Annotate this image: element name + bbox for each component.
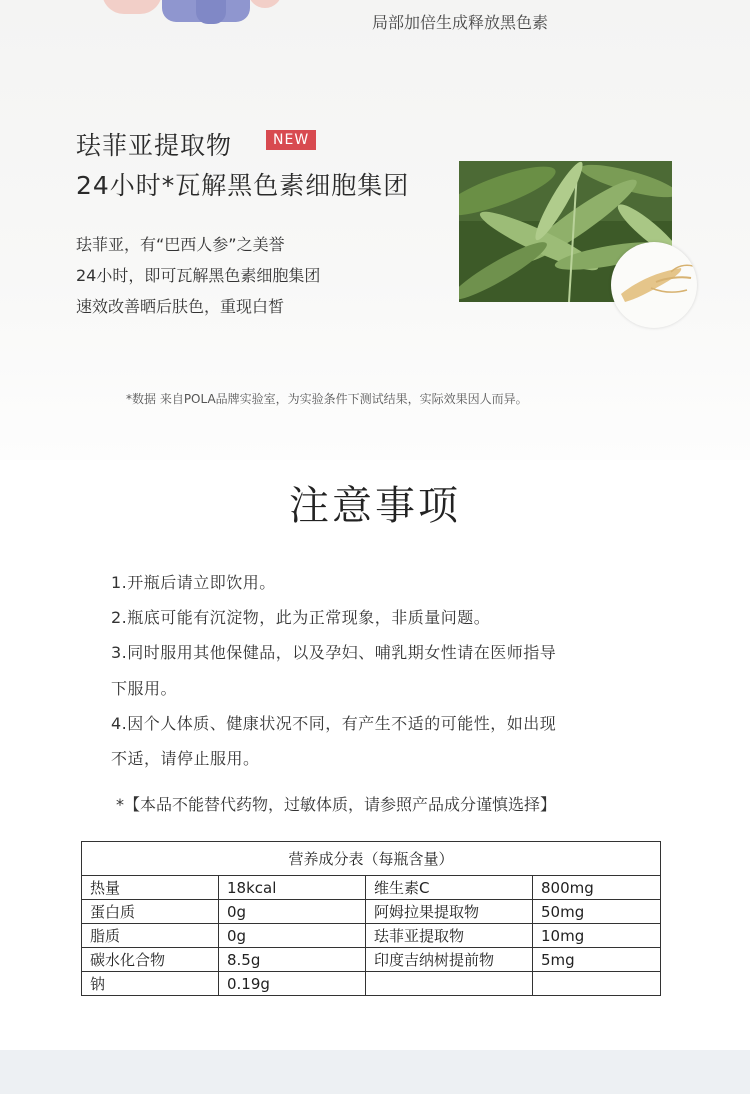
allergy-warning: *【本品不能替代药物，过敏体质，请参照产品成分谨慎选择】	[116, 795, 557, 814]
nutrient-name: 蛋白质	[82, 900, 219, 924]
top-caption: 局部加倍生成释放黑色素	[372, 13, 549, 32]
feature-line: 珐菲亚，有“巴西人参”之美誉	[76, 235, 285, 254]
new-badge: NEW	[266, 130, 316, 150]
data-source-footnote: *数据 来自POLA品牌实验室，为实验条件下测试结果，实际效果因人而异。	[126, 392, 528, 406]
empty-cell	[533, 972, 661, 996]
nutrient-value: 18kcal	[219, 876, 366, 900]
table-row	[82, 924, 661, 948]
nutrient-value: 10mg	[533, 924, 661, 948]
table-row	[82, 948, 661, 972]
table-caption-row	[82, 842, 661, 876]
nutrient-name: 钠	[82, 972, 219, 996]
bottom-band	[0, 1050, 750, 1094]
note-line: 1.开瓶后请立即饮用。	[111, 573, 276, 592]
nutrient-value: 0g	[219, 924, 366, 948]
feature-line: 速效改善晒后肤色，重现白皙	[76, 297, 285, 316]
nutrient-name: 印度吉纳树提前物	[366, 948, 533, 972]
nutrient-name: 维生素C	[366, 876, 533, 900]
nutrient-name: 阿姆拉果提取物	[366, 900, 533, 924]
note-line: 不适，请停止服用。	[111, 749, 260, 768]
nutrient-value: 0g	[219, 900, 366, 924]
note-line: 2.瓶底可能有沉淀物，此为正常现象，非质量问题。	[111, 608, 491, 627]
nutrition-table	[81, 841, 661, 996]
nutrient-name: 脂质	[82, 924, 219, 948]
feature-line: 24小时，即可瓦解黑色素细胞集团	[76, 266, 321, 285]
table-row	[82, 900, 661, 924]
nutrient-value: 5mg	[533, 948, 661, 972]
empty-cell	[366, 972, 533, 996]
ginseng-root-image	[611, 242, 697, 328]
note-line: 4.因个人体质、健康状况不同，有产生不适的可能性，如出现	[111, 714, 557, 733]
nutrient-value: 800mg	[533, 876, 661, 900]
nutrient-value: 0.19g	[219, 972, 366, 996]
root-illustration	[611, 242, 697, 328]
feature-title: 珐菲亚提取物	[76, 131, 233, 160]
product-shape-purple-inner	[196, 0, 226, 24]
table-row	[82, 876, 661, 900]
nutrient-value: 50mg	[533, 900, 661, 924]
nutrient-value: 8.5g	[219, 948, 366, 972]
note-line: 3.同时服用其他保健品，以及孕妇、哺乳期女性请在医师指导	[111, 643, 557, 662]
table-caption: 营养成分表（每瓶含量）	[82, 842, 661, 876]
note-line: 下服用。	[111, 679, 178, 698]
table-row	[82, 972, 661, 996]
notes-title: 注意事项	[289, 483, 461, 529]
nutrient-name: 珐菲亚提取物	[366, 924, 533, 948]
feature-subtitle: 24小时*瓦解黑色素细胞集团	[76, 171, 410, 200]
nutrient-name: 碳水化合物	[82, 948, 219, 972]
nutrient-name: 热量	[82, 876, 219, 900]
